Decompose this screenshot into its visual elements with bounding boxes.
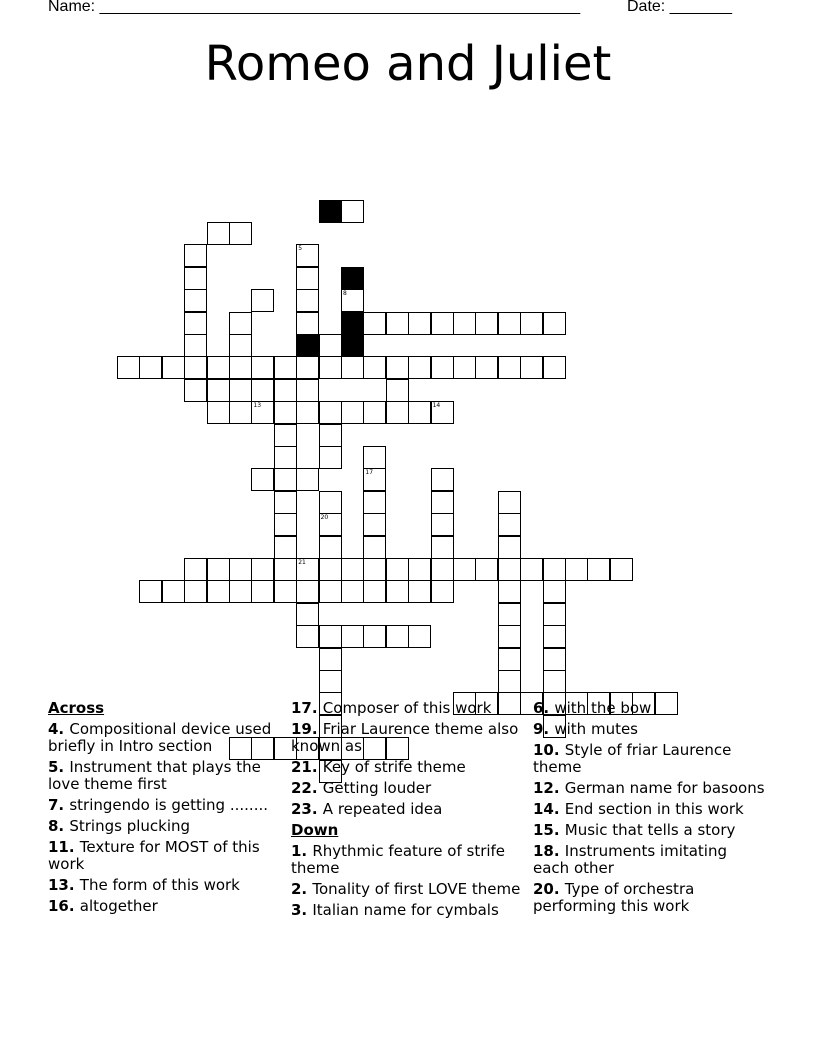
crossword-cell[interactable] [207, 401, 230, 424]
clue-number-label: 3. [291, 901, 313, 919]
clue-text: altogether [79, 897, 158, 915]
crossword-cell[interactable] [184, 244, 207, 267]
crossword-cell[interactable] [453, 312, 476, 335]
clue-number-label: 11. [48, 838, 80, 856]
crossword-cell[interactable] [498, 558, 521, 581]
clue-number-label: 15. [533, 821, 565, 839]
crossword-cell[interactable] [431, 401, 454, 424]
clue-text: stringendo is getting ........ [69, 796, 268, 814]
crossword-cell[interactable] [341, 200, 364, 223]
crossword-cell[interactable] [341, 625, 364, 648]
clue-item [533, 742, 765, 776]
clue-list [48, 721, 280, 915]
clue-number-label: 23. [291, 800, 323, 818]
clue-number-label: 2. [291, 880, 313, 898]
crossword-cell[interactable] [498, 580, 521, 603]
clue-item [533, 843, 765, 877]
crossword-cell[interactable] [296, 356, 319, 379]
clue-item [48, 797, 280, 814]
crossword-cell[interactable] [139, 356, 162, 379]
crossword-cell[interactable] [251, 558, 274, 581]
clue-list [291, 700, 523, 818]
crossword-cell[interactable] [296, 468, 319, 491]
clue-number-label: 19. [291, 720, 323, 738]
clue-item [533, 780, 765, 797]
crossword-cell[interactable] [319, 356, 342, 379]
down-heading: Down [291, 821, 339, 839]
crossword-cell[interactable] [408, 558, 431, 581]
clue-text: Friar Laurence theme also known as [291, 720, 519, 755]
crossword-cell[interactable] [543, 580, 566, 603]
crossword-cell[interactable] [274, 513, 297, 536]
crossword-cell[interactable] [498, 356, 521, 379]
clue-item [533, 801, 765, 818]
crossword-cell[interactable] [274, 379, 297, 402]
crossword-cell[interactable] [453, 356, 476, 379]
crossword-cell[interactable] [274, 446, 297, 469]
crossword-cell[interactable] [319, 401, 342, 424]
crossword-cell[interactable] [184, 558, 207, 581]
crossword-cell[interactable] [184, 334, 207, 357]
crossword-cell[interactable] [543, 670, 566, 693]
clue-item [48, 759, 280, 793]
date-field[interactable]: Date: _______ [627, 0, 732, 15]
crossword-cell[interactable] [475, 558, 498, 581]
crossword-cell[interactable] [453, 558, 476, 581]
crossword-cell[interactable] [319, 446, 342, 469]
clue-item [533, 881, 765, 915]
clue-text: Instrument that plays the love theme first [48, 758, 261, 793]
crossword-cell[interactable] [363, 558, 386, 581]
crossword-cell[interactable] [498, 513, 521, 536]
crossword-cell[interactable] [274, 356, 297, 379]
clue-number: 13 [253, 402, 262, 410]
crossword-cell[interactable] [251, 289, 274, 312]
crossword-cell[interactable] [363, 356, 386, 379]
crossword-cell[interactable] [431, 356, 454, 379]
crossword-cell[interactable] [498, 648, 521, 671]
crossword-cell[interactable] [229, 356, 252, 379]
clue-number: 5 [298, 245, 303, 253]
clue-text: Texture for MOST of this work [48, 838, 260, 873]
crossword-cell[interactable] [296, 558, 319, 581]
crossword-cell[interactable] [543, 648, 566, 671]
crossword-cell[interactable] [296, 603, 319, 626]
crossword-cell[interactable] [274, 536, 297, 559]
crossword-cell[interactable] [319, 580, 342, 603]
crossword-cell[interactable] [431, 491, 454, 514]
crossword-cell[interactable] [184, 580, 207, 603]
crossword-cell[interactable] [386, 625, 409, 648]
clue-item [533, 822, 765, 839]
clue-item [48, 839, 280, 873]
crossword-cell[interactable] [296, 289, 319, 312]
crossword-cell[interactable] [229, 558, 252, 581]
crossword-cell[interactable] [319, 670, 342, 693]
crossword-cell[interactable] [498, 625, 521, 648]
crossword-cell[interactable] [251, 468, 274, 491]
clue-item [533, 721, 765, 738]
crossword-cell[interactable] [363, 491, 386, 514]
clue-number-label: 22. [291, 779, 323, 797]
crossword-cell[interactable] [274, 468, 297, 491]
crossword-cell[interactable] [274, 424, 297, 447]
clue-number-label: 12. [533, 779, 565, 797]
black-cell [296, 334, 319, 357]
crossword-cell[interactable] [431, 513, 454, 536]
crossword-cell[interactable] [431, 558, 454, 581]
crossword-cell[interactable] [543, 558, 566, 581]
crossword-cell[interactable] [610, 558, 633, 581]
crossword-cell[interactable] [520, 558, 543, 581]
crossword-cell[interactable] [319, 648, 342, 671]
clue-column-3 [533, 700, 765, 919]
crossword-cell[interactable] [296, 379, 319, 402]
crossword-cell[interactable] [207, 580, 230, 603]
clue-number-label: 5. [48, 758, 70, 776]
crossword-cell[interactable] [386, 379, 409, 402]
clue-text: Getting louder [322, 779, 432, 797]
crossword-cell[interactable] [319, 513, 342, 536]
clue-number-label: 1. [291, 842, 313, 860]
clue-number: 17 [365, 469, 374, 477]
crossword-cell[interactable] [296, 267, 319, 290]
clue-column-1 [48, 700, 280, 919]
clue-text: A repeated idea [322, 800, 443, 818]
clue-text: Compositional device used briefly in Intro section [48, 720, 272, 755]
crossword-cell[interactable] [386, 580, 409, 603]
crossword-cell[interactable] [408, 401, 431, 424]
crossword-cell[interactable] [184, 289, 207, 312]
clue-number-label: 4. [48, 720, 70, 738]
crossword-cell[interactable] [543, 603, 566, 626]
crossword-cell[interactable] [274, 491, 297, 514]
clue-text: Style of friar Laurence theme [533, 741, 732, 776]
crossword-cell[interactable] [543, 312, 566, 335]
crossword-cell[interactable] [274, 558, 297, 581]
crossword-cell[interactable] [184, 356, 207, 379]
crossword-cell[interactable] [319, 625, 342, 648]
crossword-cell[interactable] [498, 536, 521, 559]
crossword-cell[interactable] [543, 356, 566, 379]
clue-number-label: 7. [48, 796, 70, 814]
crossword-cell[interactable] [162, 580, 185, 603]
clue-item [48, 721, 280, 755]
name-field[interactable]: Name: ______________________________________________________ [48, 0, 581, 15]
clue-text: Instruments imitating each other [533, 842, 728, 877]
clue-number-label: 17. [291, 699, 323, 717]
crossword-cell[interactable] [520, 312, 543, 335]
across-heading: Across [48, 699, 105, 717]
crossword-cell[interactable] [408, 312, 431, 335]
clue-text: with the bow [554, 699, 652, 717]
crossword-cell[interactable] [475, 312, 498, 335]
crossword-cell[interactable] [229, 222, 252, 245]
crossword-cell[interactable] [274, 401, 297, 424]
crossword-cell[interactable] [386, 356, 409, 379]
crossword-cell[interactable] [319, 536, 342, 559]
clue-text: Italian name for cymbals [312, 901, 499, 919]
clue-number-label: 14. [533, 800, 565, 818]
crossword-cell[interactable] [229, 334, 252, 357]
clue-text: Composer of this work [322, 699, 492, 717]
crossword-cell[interactable] [431, 536, 454, 559]
page-title: Romeo and Juliet [204, 36, 612, 92]
crossword-cell[interactable] [139, 580, 162, 603]
crossword-cell[interactable] [319, 491, 342, 514]
crossword-cell[interactable] [207, 356, 230, 379]
clue-text: Tonality of first LOVE theme [312, 880, 521, 898]
clue-number: 14 [432, 402, 441, 410]
clue-item [291, 759, 523, 776]
clue-item [291, 801, 523, 818]
clue-number-label: 6. [533, 699, 555, 717]
crossword-cell[interactable] [386, 312, 409, 335]
clue-number-label: 18. [533, 842, 565, 860]
clue-text: German name for basoons [564, 779, 765, 797]
crossword-cell[interactable] [431, 312, 454, 335]
clue-text: with mutes [554, 720, 638, 738]
clue-column-2 [291, 700, 523, 923]
clue-list [533, 700, 765, 915]
crossword-cell[interactable] [341, 289, 364, 312]
crossword-cell[interactable] [274, 580, 297, 603]
crossword-cell[interactable] [498, 312, 521, 335]
crossword-cell[interactable] [184, 267, 207, 290]
crossword-cell[interactable] [319, 424, 342, 447]
crossword-cell[interactable] [498, 670, 521, 693]
crossword-cell[interactable] [363, 468, 386, 491]
crossword-cell[interactable] [363, 401, 386, 424]
clue-number-label: 21. [291, 758, 323, 776]
crossword-cell[interactable] [363, 312, 386, 335]
crossword-cell[interactable] [341, 580, 364, 603]
crossword-cell[interactable] [408, 356, 431, 379]
crossword-cell[interactable] [251, 401, 274, 424]
clue-text: Key of strife theme [322, 758, 466, 776]
crossword-cell[interactable] [184, 379, 207, 402]
crossword-cell[interactable] [363, 536, 386, 559]
black-cell [341, 334, 364, 357]
crossword-cell[interactable] [341, 401, 364, 424]
clue-item [291, 902, 523, 919]
black-cell [319, 200, 342, 223]
crossword-cell[interactable] [565, 558, 588, 581]
crossword-cell[interactable] [341, 356, 364, 379]
clue-item [291, 700, 523, 717]
crossword-cell[interactable] [207, 379, 230, 402]
clue-item [48, 898, 280, 915]
crossword-cell[interactable] [117, 356, 140, 379]
crossword-cell[interactable] [363, 513, 386, 536]
crossword-cell[interactable] [363, 580, 386, 603]
crossword-cell[interactable] [319, 334, 342, 357]
clue-item [533, 700, 765, 717]
clue-item [291, 780, 523, 797]
clue-item [291, 843, 523, 877]
clue-item [48, 818, 280, 835]
crossword-cell[interactable] [296, 625, 319, 648]
black-cell [341, 312, 364, 335]
clue-text: The form of this work [79, 876, 240, 894]
crossword-cell[interactable] [184, 312, 207, 335]
crossword-cell[interactable] [207, 558, 230, 581]
clue-text: Rhythmic feature of strife theme [291, 842, 506, 877]
crossword-cell[interactable] [229, 401, 252, 424]
crossword-cell[interactable] [587, 558, 610, 581]
crossword-cell[interactable] [408, 580, 431, 603]
clue-number-label: 13. [48, 876, 80, 894]
clue-text: Strings plucking [69, 817, 191, 835]
crossword-cell[interactable] [431, 580, 454, 603]
crossword-cell[interactable] [296, 312, 319, 335]
clue-text: Type of orchestra performing this work [533, 880, 695, 915]
crossword-cell[interactable] [431, 468, 454, 491]
crossword-cell[interactable] [229, 312, 252, 335]
crossword-cell[interactable] [251, 580, 274, 603]
crossword-cell[interactable] [251, 356, 274, 379]
crossword-cell[interactable] [386, 401, 409, 424]
clue-number: 20 [320, 514, 329, 522]
crossword-cell[interactable] [363, 446, 386, 469]
clue-text: End section in this work [564, 800, 744, 818]
crossword-cell[interactable] [296, 401, 319, 424]
clue-number-label: 16. [48, 897, 80, 915]
clue-item [48, 877, 280, 894]
crossword-cell[interactable] [229, 580, 252, 603]
crossword-cell[interactable] [251, 379, 274, 402]
clue-number-label: 9. [533, 720, 555, 738]
crossword-cell[interactable] [498, 491, 521, 514]
clue-item [291, 881, 523, 898]
clue-number-label: 8. [48, 817, 70, 835]
crossword-cell[interactable] [363, 625, 386, 648]
clue-number-label: 20. [533, 880, 565, 898]
crossword-cell[interactable] [229, 379, 252, 402]
crossword-cell[interactable] [207, 222, 230, 245]
clue-list [291, 843, 523, 919]
crossword-cell[interactable] [498, 603, 521, 626]
crossword-cell[interactable] [296, 580, 319, 603]
crossword-cell[interactable] [296, 244, 319, 267]
crossword-cell[interactable] [408, 625, 431, 648]
crossword-cell[interactable] [341, 558, 364, 581]
crossword-cell[interactable] [162, 356, 185, 379]
black-cell [341, 267, 364, 290]
crossword-cell[interactable] [319, 558, 342, 581]
clue-item [291, 721, 523, 755]
clue-text: Music that tells a story [564, 821, 736, 839]
crossword-cell[interactable] [543, 625, 566, 648]
crossword-cell[interactable] [475, 356, 498, 379]
clue-number: 21 [298, 559, 306, 566]
crossword-cell[interactable] [520, 356, 543, 379]
clue-number-label: 10. [533, 741, 565, 759]
crossword-cell[interactable] [386, 558, 409, 581]
clue-number: 8 [343, 290, 347, 298]
